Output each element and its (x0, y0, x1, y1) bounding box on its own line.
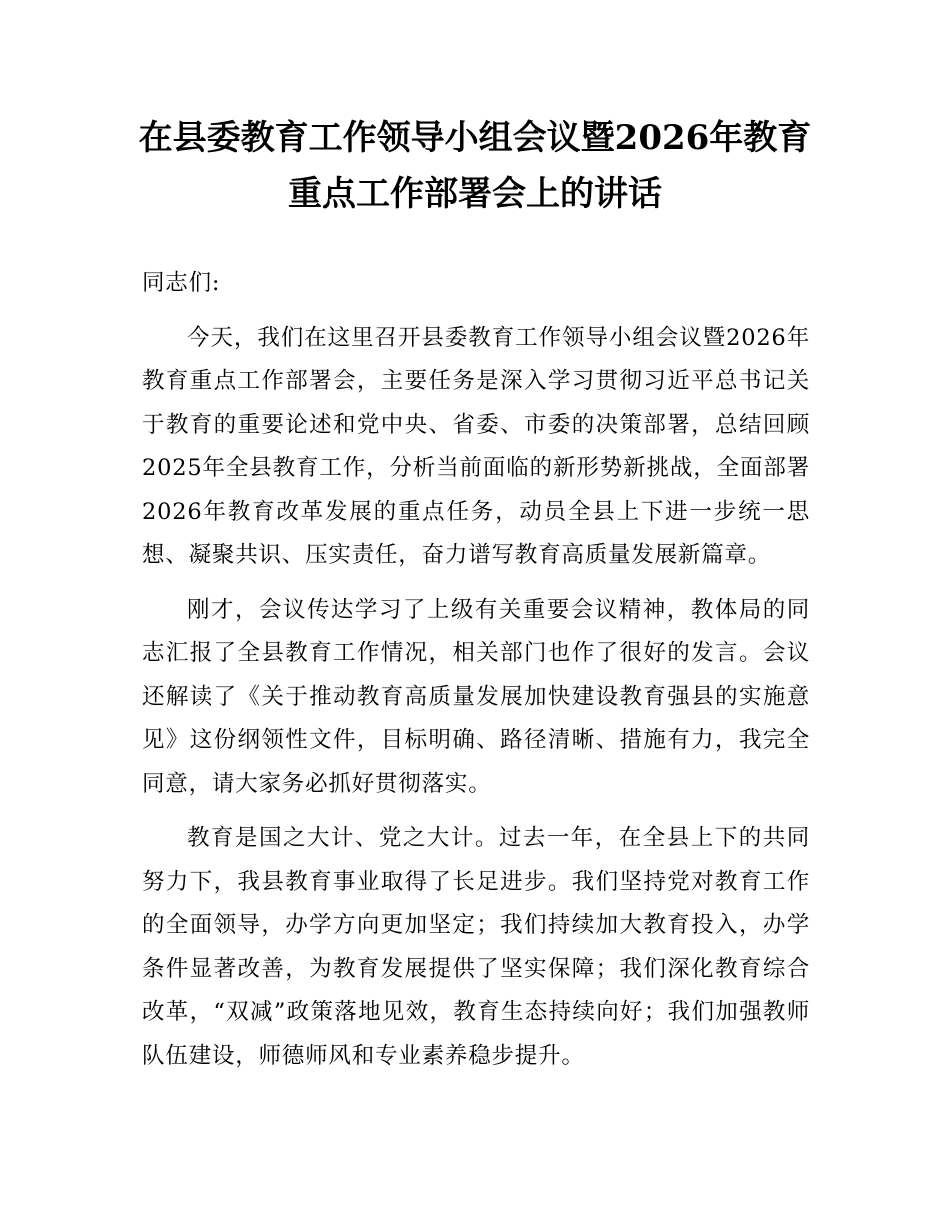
paragraph-achievements: 教育是国之大计、党之大计。过去一年，在全县上下的共同努力下，我县教育事业取得了长足进步。我们坚持党对教育工作的全面领导，办学方向更加坚定；我们持续加大教育投入，办学条件显著改善，为教育发展提供了坚实保障；我们深化教育综合改革，“双减”政策落地见效，教育生态持续向好；我们加强教师队伍建设，师德师风和专业素养稳步提升。 (142, 825, 810, 1069)
paragraph-meeting-summary: 刚才，会议传达学习了上级有关重要会议精神，教体局的同志汇报了全县教育工作情况，相关部门也作了很好的发言。会议还解读了《关于推动教育高质量发展加快建设教育强县的实施意见》这份纲领性文件，目标明确、路径清晰、措施有力，我完全同意，请大家务必抓好贯彻落实。 (142, 596, 810, 797)
document-body (142, 262, 810, 1089)
paragraph-opening: 今天，我们在这里召开县委教育工作领导小组会议暨2026年教育重点工作部署会，主要任务是深入学习贯彻习近平总书记关于教育的重要论述和党中央、省委、市委的决策部署，总结回顾2025年全县教育工作，分析当前面临的新形势新挑战，全面部署2026年教育改革发展的重点任务，动员全县上下进一步统一思想、凝聚共识、压实责任，奋力谱写教育高质量发展新篇章。 (142, 324, 810, 568)
salutation: 同志们: (142, 270, 221, 296)
document-title (120, 110, 830, 222)
title-line-1: 在县委教育工作领导小组会议暨2026年教育 (138, 118, 812, 158)
title-line-2: 重点工作部署会上的讲话 (288, 174, 662, 214)
